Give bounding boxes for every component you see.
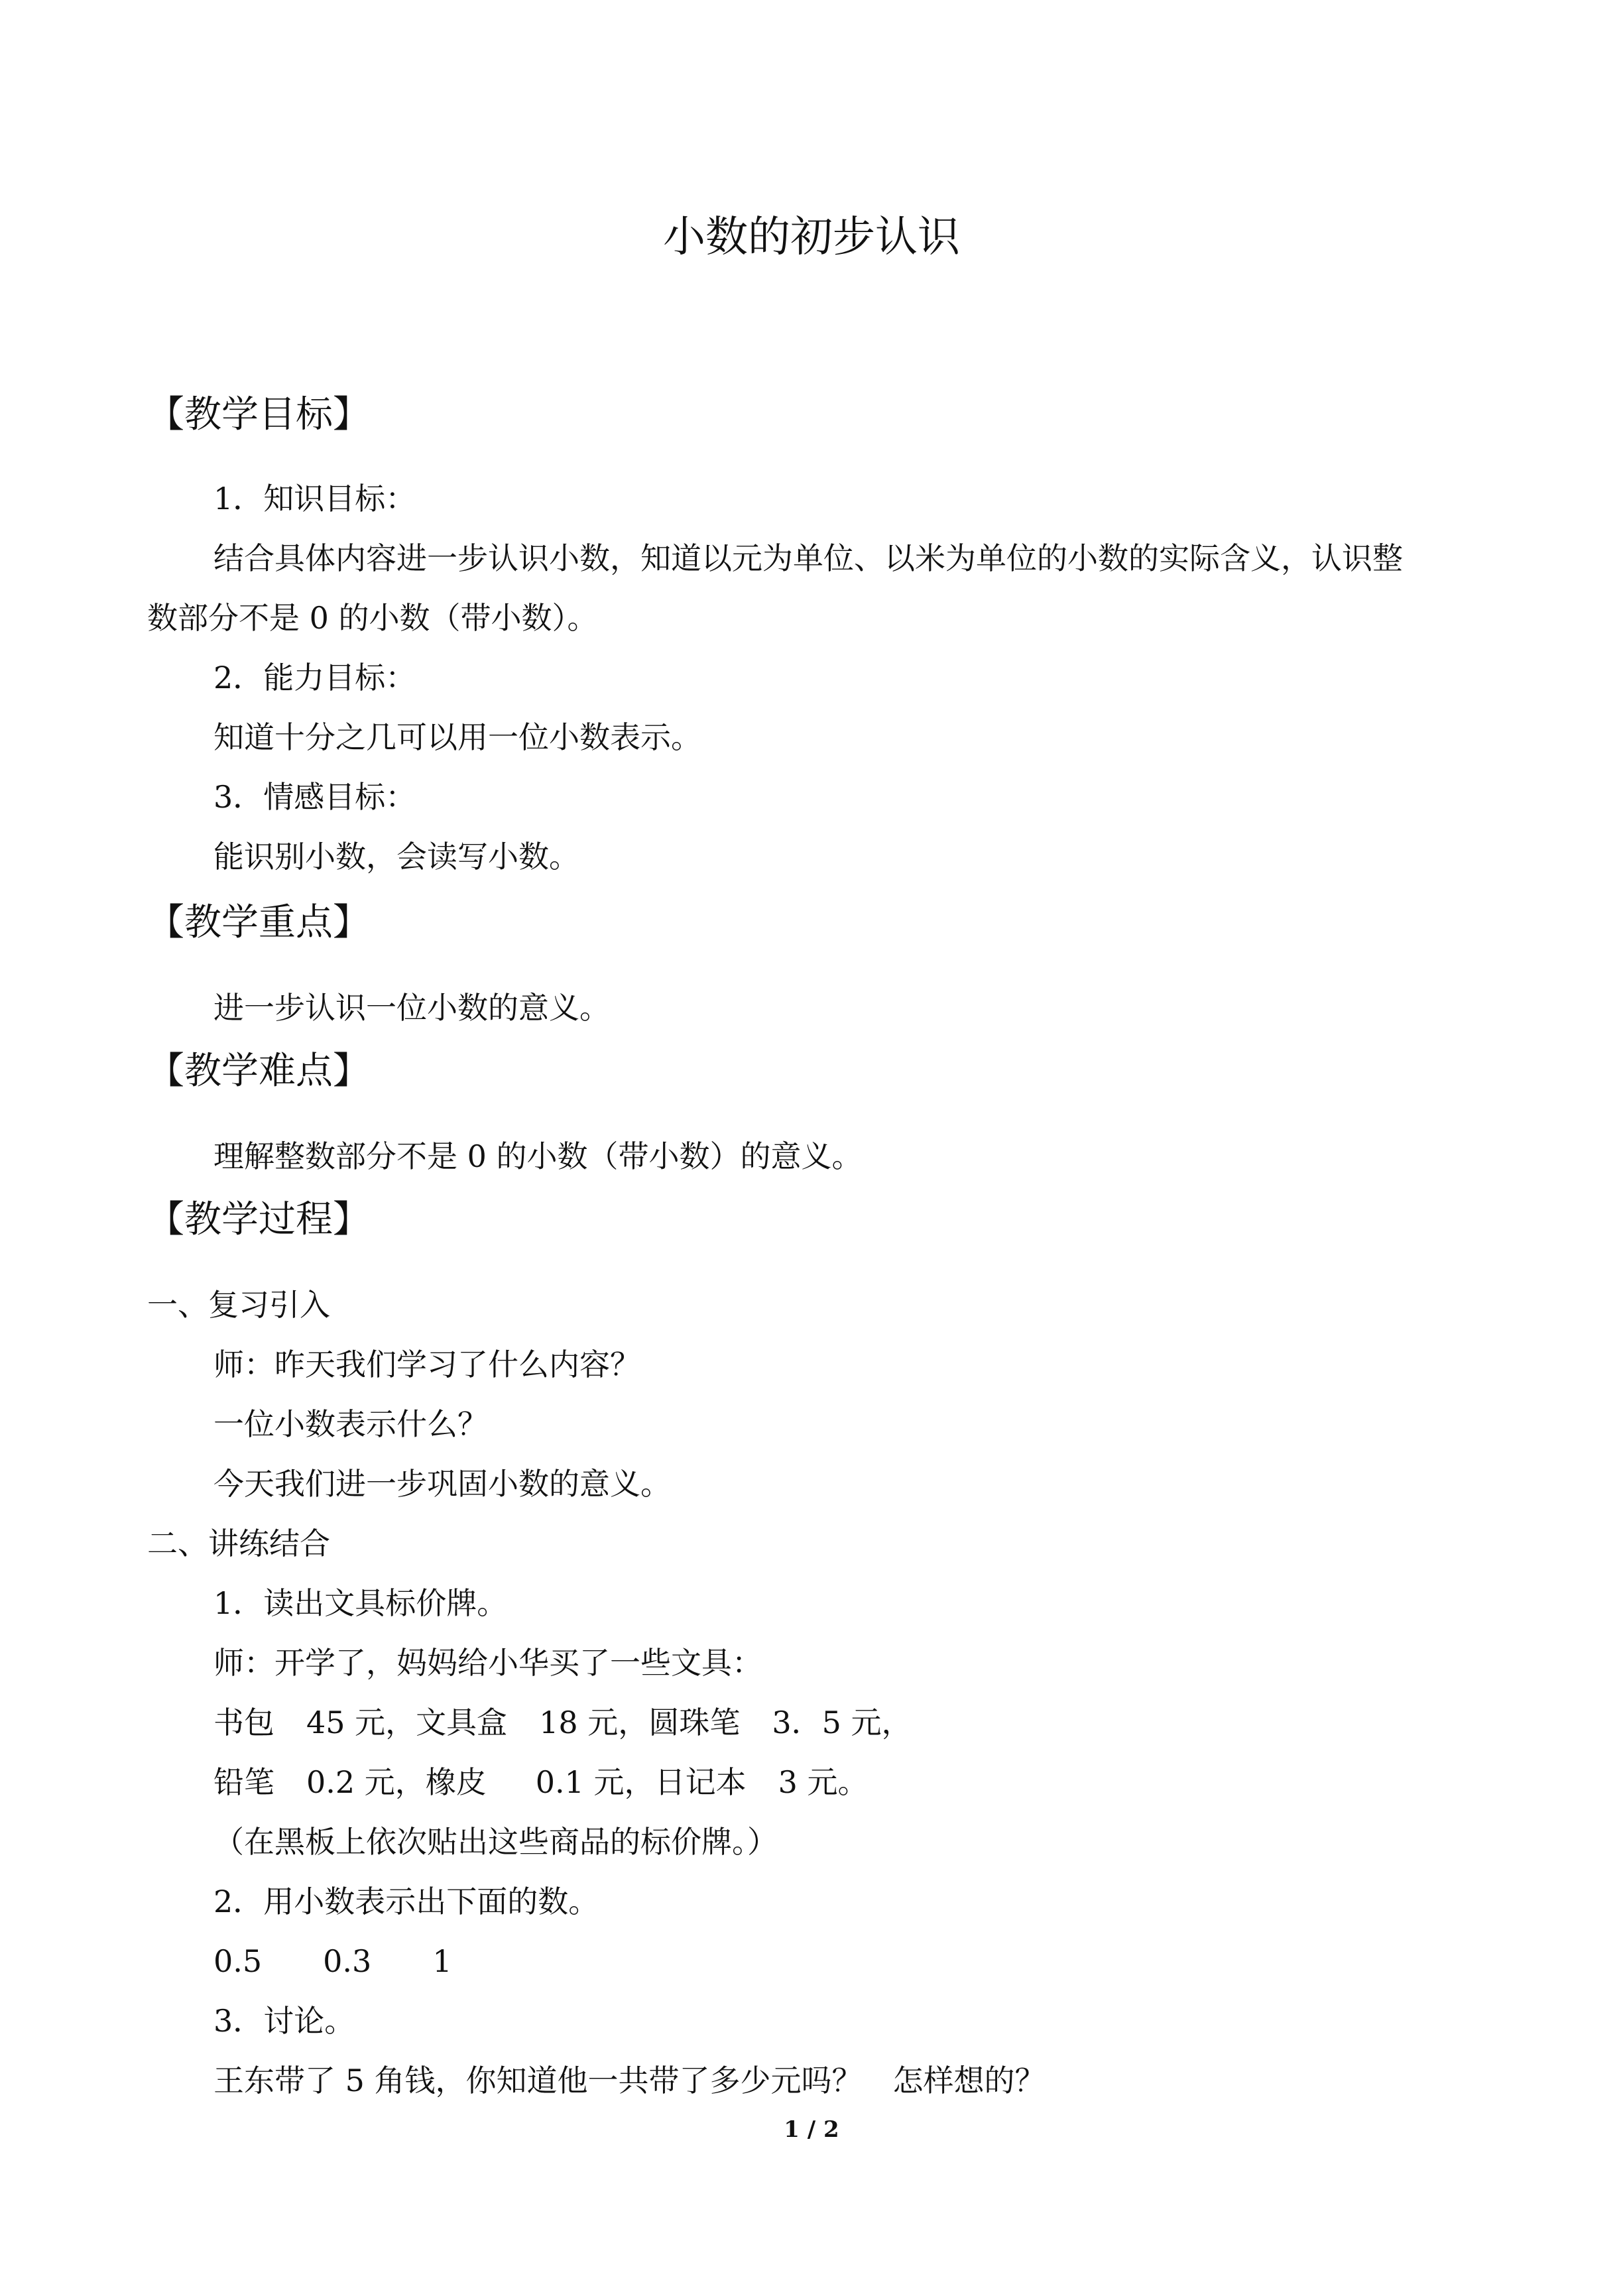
price-item-name: 书包 xyxy=(213,1705,274,1740)
decimal-value: 1 xyxy=(432,1943,452,1979)
step-3-text: 王东带了 5 角钱，你知道他一共带了多少元吗？ 怎样想的？ xyxy=(213,2063,1046,2098)
price-list-row-1 xyxy=(213,1703,912,1742)
section-heading-key-points: 【教学重点】 xyxy=(147,901,370,944)
price-item-name: 铅笔 xyxy=(213,1764,274,1800)
process-part-1-line: 今天我们进一步巩固小数的意义。 xyxy=(213,1466,671,1502)
key-points-text: 进一步认识一位小数的意义。 xyxy=(213,990,610,1026)
difficulties-text: 理解整数部分不是 0 的小数（带小数）的意义。 xyxy=(213,1138,863,1174)
price-item-name: 文具盒 xyxy=(416,1705,508,1740)
objective-1-text-line-2: 数部分不是 0 的小数（带小数）。 xyxy=(147,600,598,636)
price-item-name: 日记本 xyxy=(654,1764,747,1800)
price-list-row-2 xyxy=(213,1762,868,1802)
process-part-1-line: 师：昨天我们学习了什么内容？ xyxy=(213,1347,640,1382)
price-item-name: 橡皮 xyxy=(425,1764,487,1800)
objective-2-heading: 2．能力目标： xyxy=(213,660,416,695)
price-item-name: 圆珠笔 xyxy=(648,1705,741,1740)
page-number: 1 / 2 xyxy=(784,2116,839,2143)
price-item-price: 0.1 元， xyxy=(535,1764,655,1800)
step-3-heading: 3．讨论。 xyxy=(213,2003,355,2039)
objective-3-heading: 3．情感目标： xyxy=(213,779,416,815)
decimal-value: 0.5 xyxy=(213,1943,263,1979)
process-part-1-line: 一位小数表示什么？ xyxy=(213,1406,488,1442)
section-heading-process: 【教学过程】 xyxy=(147,1198,370,1241)
objective-2-text: 知道十分之几可以用一位小数表示。 xyxy=(213,719,701,755)
section-heading-difficulties: 【教学难点】 xyxy=(147,1050,370,1093)
objective-3-text: 能识别小数，会读写小数。 xyxy=(213,839,579,875)
decimal-value: 0.3 xyxy=(323,1943,372,1979)
price-item-price: 3．5 元， xyxy=(772,1705,912,1740)
step-1-intro: 师：开学了，妈妈给小华买了一些文具： xyxy=(213,1645,762,1681)
step-2-heading: 2．用小数表示出下面的数。 xyxy=(213,1884,599,1919)
process-part-1-heading: 一、复习引入 xyxy=(147,1287,330,1323)
price-item-price: 0.2 元， xyxy=(306,1764,426,1800)
process-part-2-heading: 二、讲练结合 xyxy=(147,1526,330,1561)
objective-1-heading: 1．知识目标： xyxy=(213,481,416,516)
step-1-heading: 1．读出文具标价牌。 xyxy=(213,1585,508,1621)
price-item-price: 45 元， xyxy=(306,1705,416,1740)
section-heading-objectives: 【教学目标】 xyxy=(147,393,370,436)
step-2-values xyxy=(213,1941,452,1981)
page-title: 小数的初步认识 xyxy=(663,213,960,262)
price-item-price: 18 元， xyxy=(539,1705,649,1740)
step-1-note: （在黑板上依次贴出这些商品的标价牌。） xyxy=(213,1824,778,1860)
objective-1-text-line-1: 结合具体内容进一步认识小数，知道以元为单位、以米为单位的小数的实际含义，认识整 xyxy=(213,540,1403,576)
price-item-price: 3 元。 xyxy=(778,1764,869,1800)
